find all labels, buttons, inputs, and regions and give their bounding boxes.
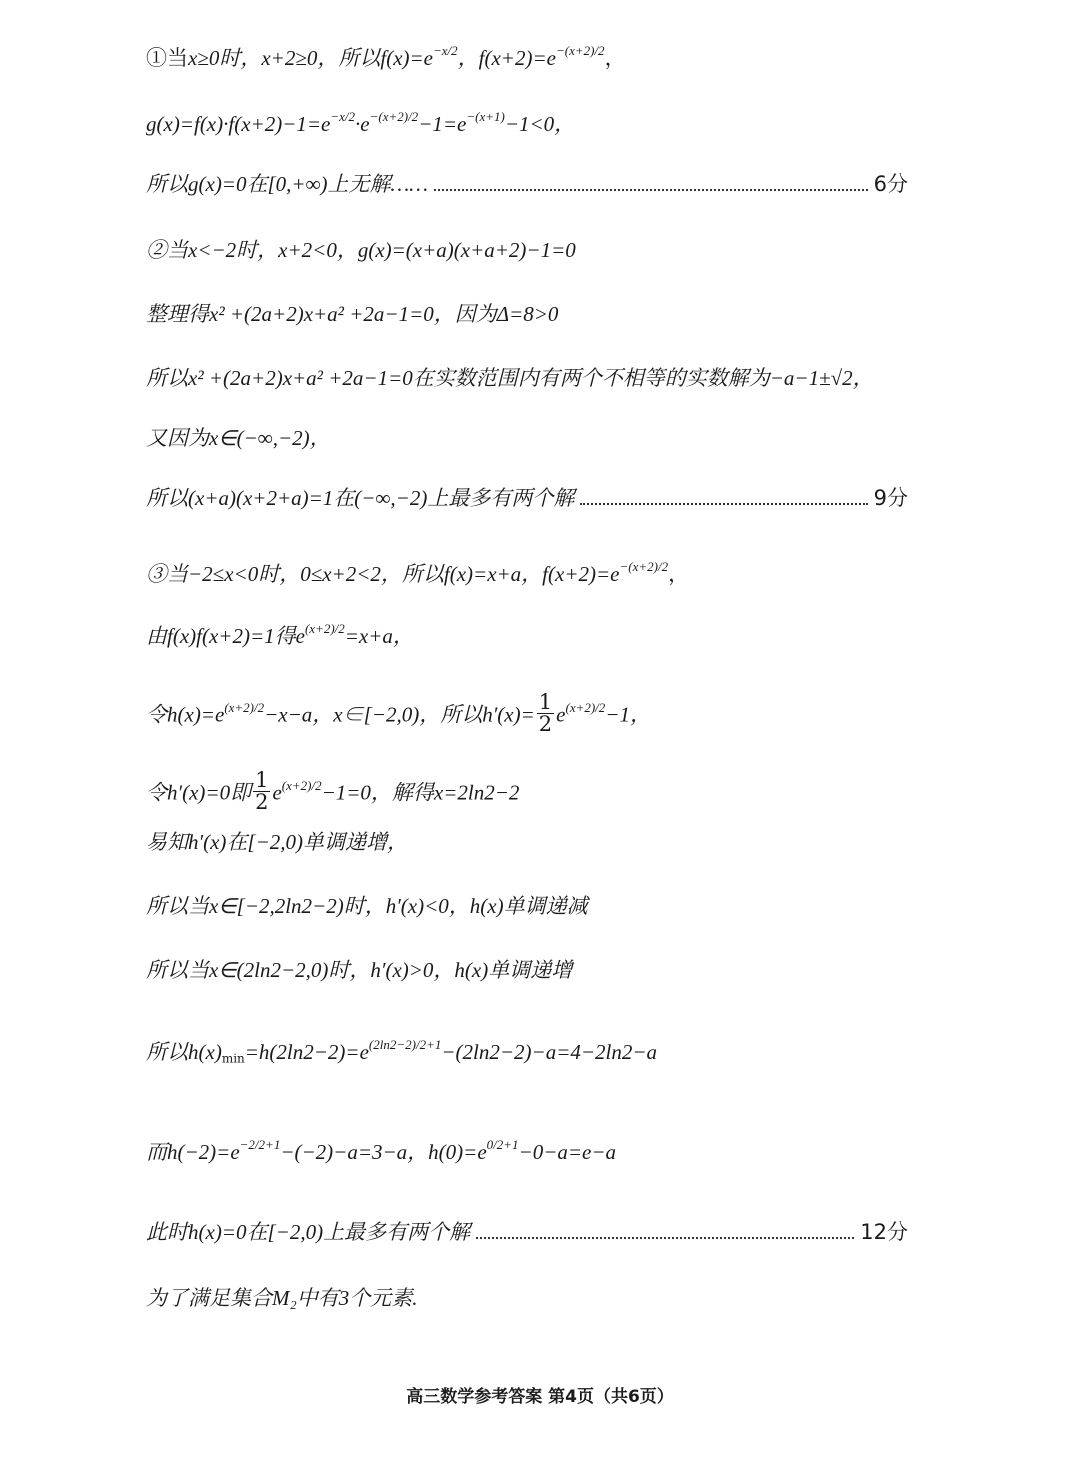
fraction-half: $\frac{1}{2}$ (538, 690, 553, 736)
dot-leader (434, 189, 868, 191)
page-footer: 高三数学参考答案 第4页（共6页） (406, 1387, 674, 1407)
line-case-3: ③当−2≤x<0时，0≤x+2<2，所以f(x)=x+a，f(x+2)=e−(x+2)/2， (146, 559, 690, 586)
line-increasing-interval: 所以当x∈(2ln2−2,0)时，h′(x)>0，h(x)单调递增 (146, 958, 573, 982)
line-simplify: 整理得x² +(2a+2)x+a² +2a−1=0，因为Δ=8>0 (146, 302, 559, 326)
line-domain: 又因为x∈(−∞,−2)， (146, 426, 331, 450)
line-no-solution: 所以g(x)=0在[0,+∞)上无解…… 6分 (146, 172, 908, 196)
line-increasing: 易知h′(x)在[−2,0)单调递增， (146, 830, 408, 854)
dot-leader (476, 1237, 854, 1239)
line-define-h: 令h(x)=e(x+2)/2−x−a，x∈[−2,0)，所以h′(x)= $\frac{1}{2}$ e(x+2)/2−1， (146, 690, 651, 736)
line-g-expression: g(x)=f(x)·f(x+2)−1=e−x/2·e−(x+2)/2−1=e−(x+1)−1<0， (146, 109, 576, 136)
dot-leader (580, 503, 867, 505)
line-endpoint-values: 而h(−2)=e−2/2+1−(−2)−a=3−a，h(0)=e0/2+1−0−a=e−a (146, 1137, 617, 1164)
line-set-condition: 为了满足集合M₂中有3个元素. (146, 1286, 418, 1310)
line-h-at-most-two: 此时h(x)=0在[−2,0)上最多有两个解 12分 (146, 1220, 908, 1244)
score-6: 6分 (873, 172, 908, 196)
line-equation: 由f(x)f(x+2)=1得e(x+2)/2=x+a， (146, 621, 414, 648)
line-two-roots: 所以x² +(2a+2)x+a² +2a−1=0在实数范围内有两个不相等的实数解为−a−1±√2， (146, 366, 874, 390)
line-case-1: ①当x≥0时，x+2≥0，所以f(x)=e−x/2，f(x+2)=e−(x+2)/2， (146, 43, 626, 70)
score-12: 12分 (860, 1220, 908, 1244)
score-9: 9分 (873, 486, 908, 510)
line-decreasing-interval: 所以当x∈[−2,2ln2−2)时，h′(x)<0，h(x)单调递减 (146, 894, 588, 918)
line-at-most-two: 所以(x+a)(x+2+a)=1在(−∞,−2)上最多有两个解 9分 (146, 486, 908, 510)
fraction-half: $\frac{1}{2}$ (255, 768, 269, 814)
line-critical-point: 令h′(x)=0即 $\frac{1}{2}$ e(x+2)/2−1=0，解得x=2ln2−2 (146, 768, 520, 814)
line-case-2: ②当x<−2时，x+2<0，g(x)=(x+a)(x+a+2)−1=0 (146, 238, 576, 262)
line-h-min: 所以h(x)min=h(2ln2−2)=e(2ln2−2)/2+1−(2ln2−2)−a=4−2ln2−a (146, 1037, 658, 1066)
